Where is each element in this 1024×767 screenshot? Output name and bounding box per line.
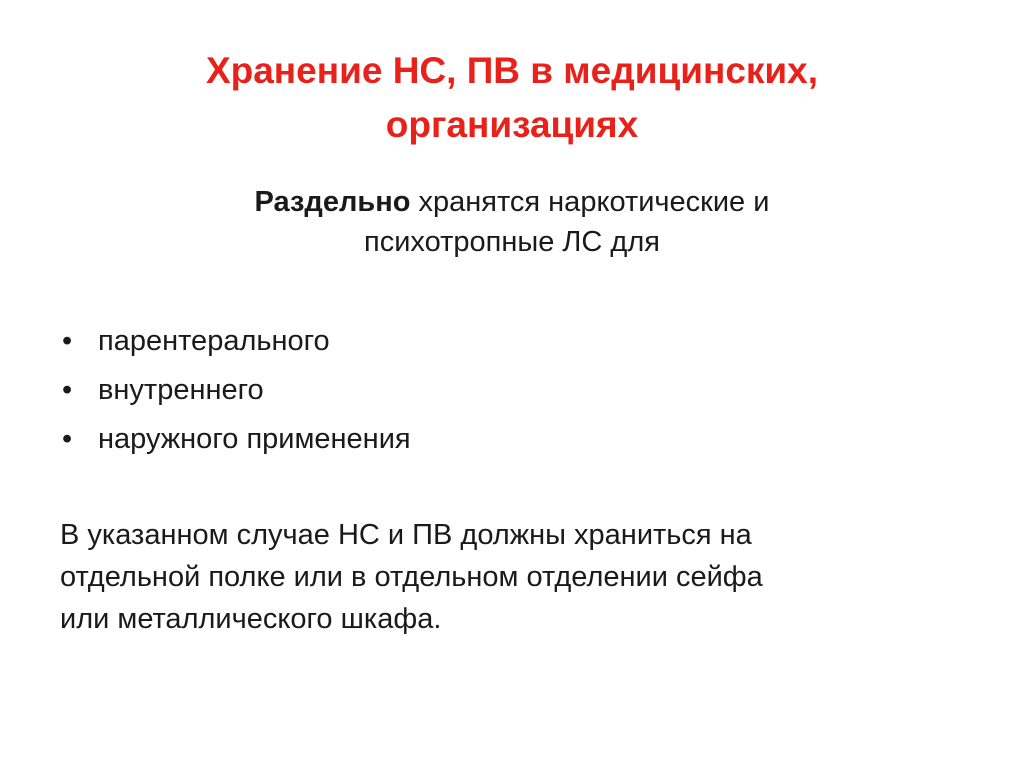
closing-line-2: отдельной полке или в отдельном отделении сейфа: [60, 561, 763, 593]
list-item: [62, 368, 411, 417]
slide-title-line-2: организациях: [385, 104, 639, 145]
bullet-text: наружного применения: [98, 423, 411, 455]
list-item: [62, 319, 411, 368]
intro-line-1: [0, 182, 1024, 222]
intro-paragraph: [0, 182, 1024, 262]
intro-line-1-rest: хранятся наркотические и: [410, 186, 770, 218]
intro-line-2: психотропные ЛС для: [364, 226, 660, 258]
bullet-icon: •: [62, 325, 73, 357]
intro-bold-word: Раздельно: [254, 186, 411, 218]
closing-paragraph: [60, 514, 1000, 640]
bullet-list: [62, 319, 411, 466]
slide-title-line-1: Хранение НС, ПВ в медицинских,: [205, 50, 819, 91]
bullet-icon: •: [62, 374, 73, 406]
bullet-icon: •: [62, 423, 73, 455]
closing-line-1: В указанном случае НС и ПВ должны храниться на: [60, 519, 752, 551]
list-item: [62, 417, 411, 466]
slide-title: [0, 44, 1024, 152]
bullet-text: внутреннего: [98, 374, 264, 406]
bullet-text: парентерального: [98, 325, 330, 357]
closing-line-3: или металлического шкафа.: [60, 603, 442, 635]
